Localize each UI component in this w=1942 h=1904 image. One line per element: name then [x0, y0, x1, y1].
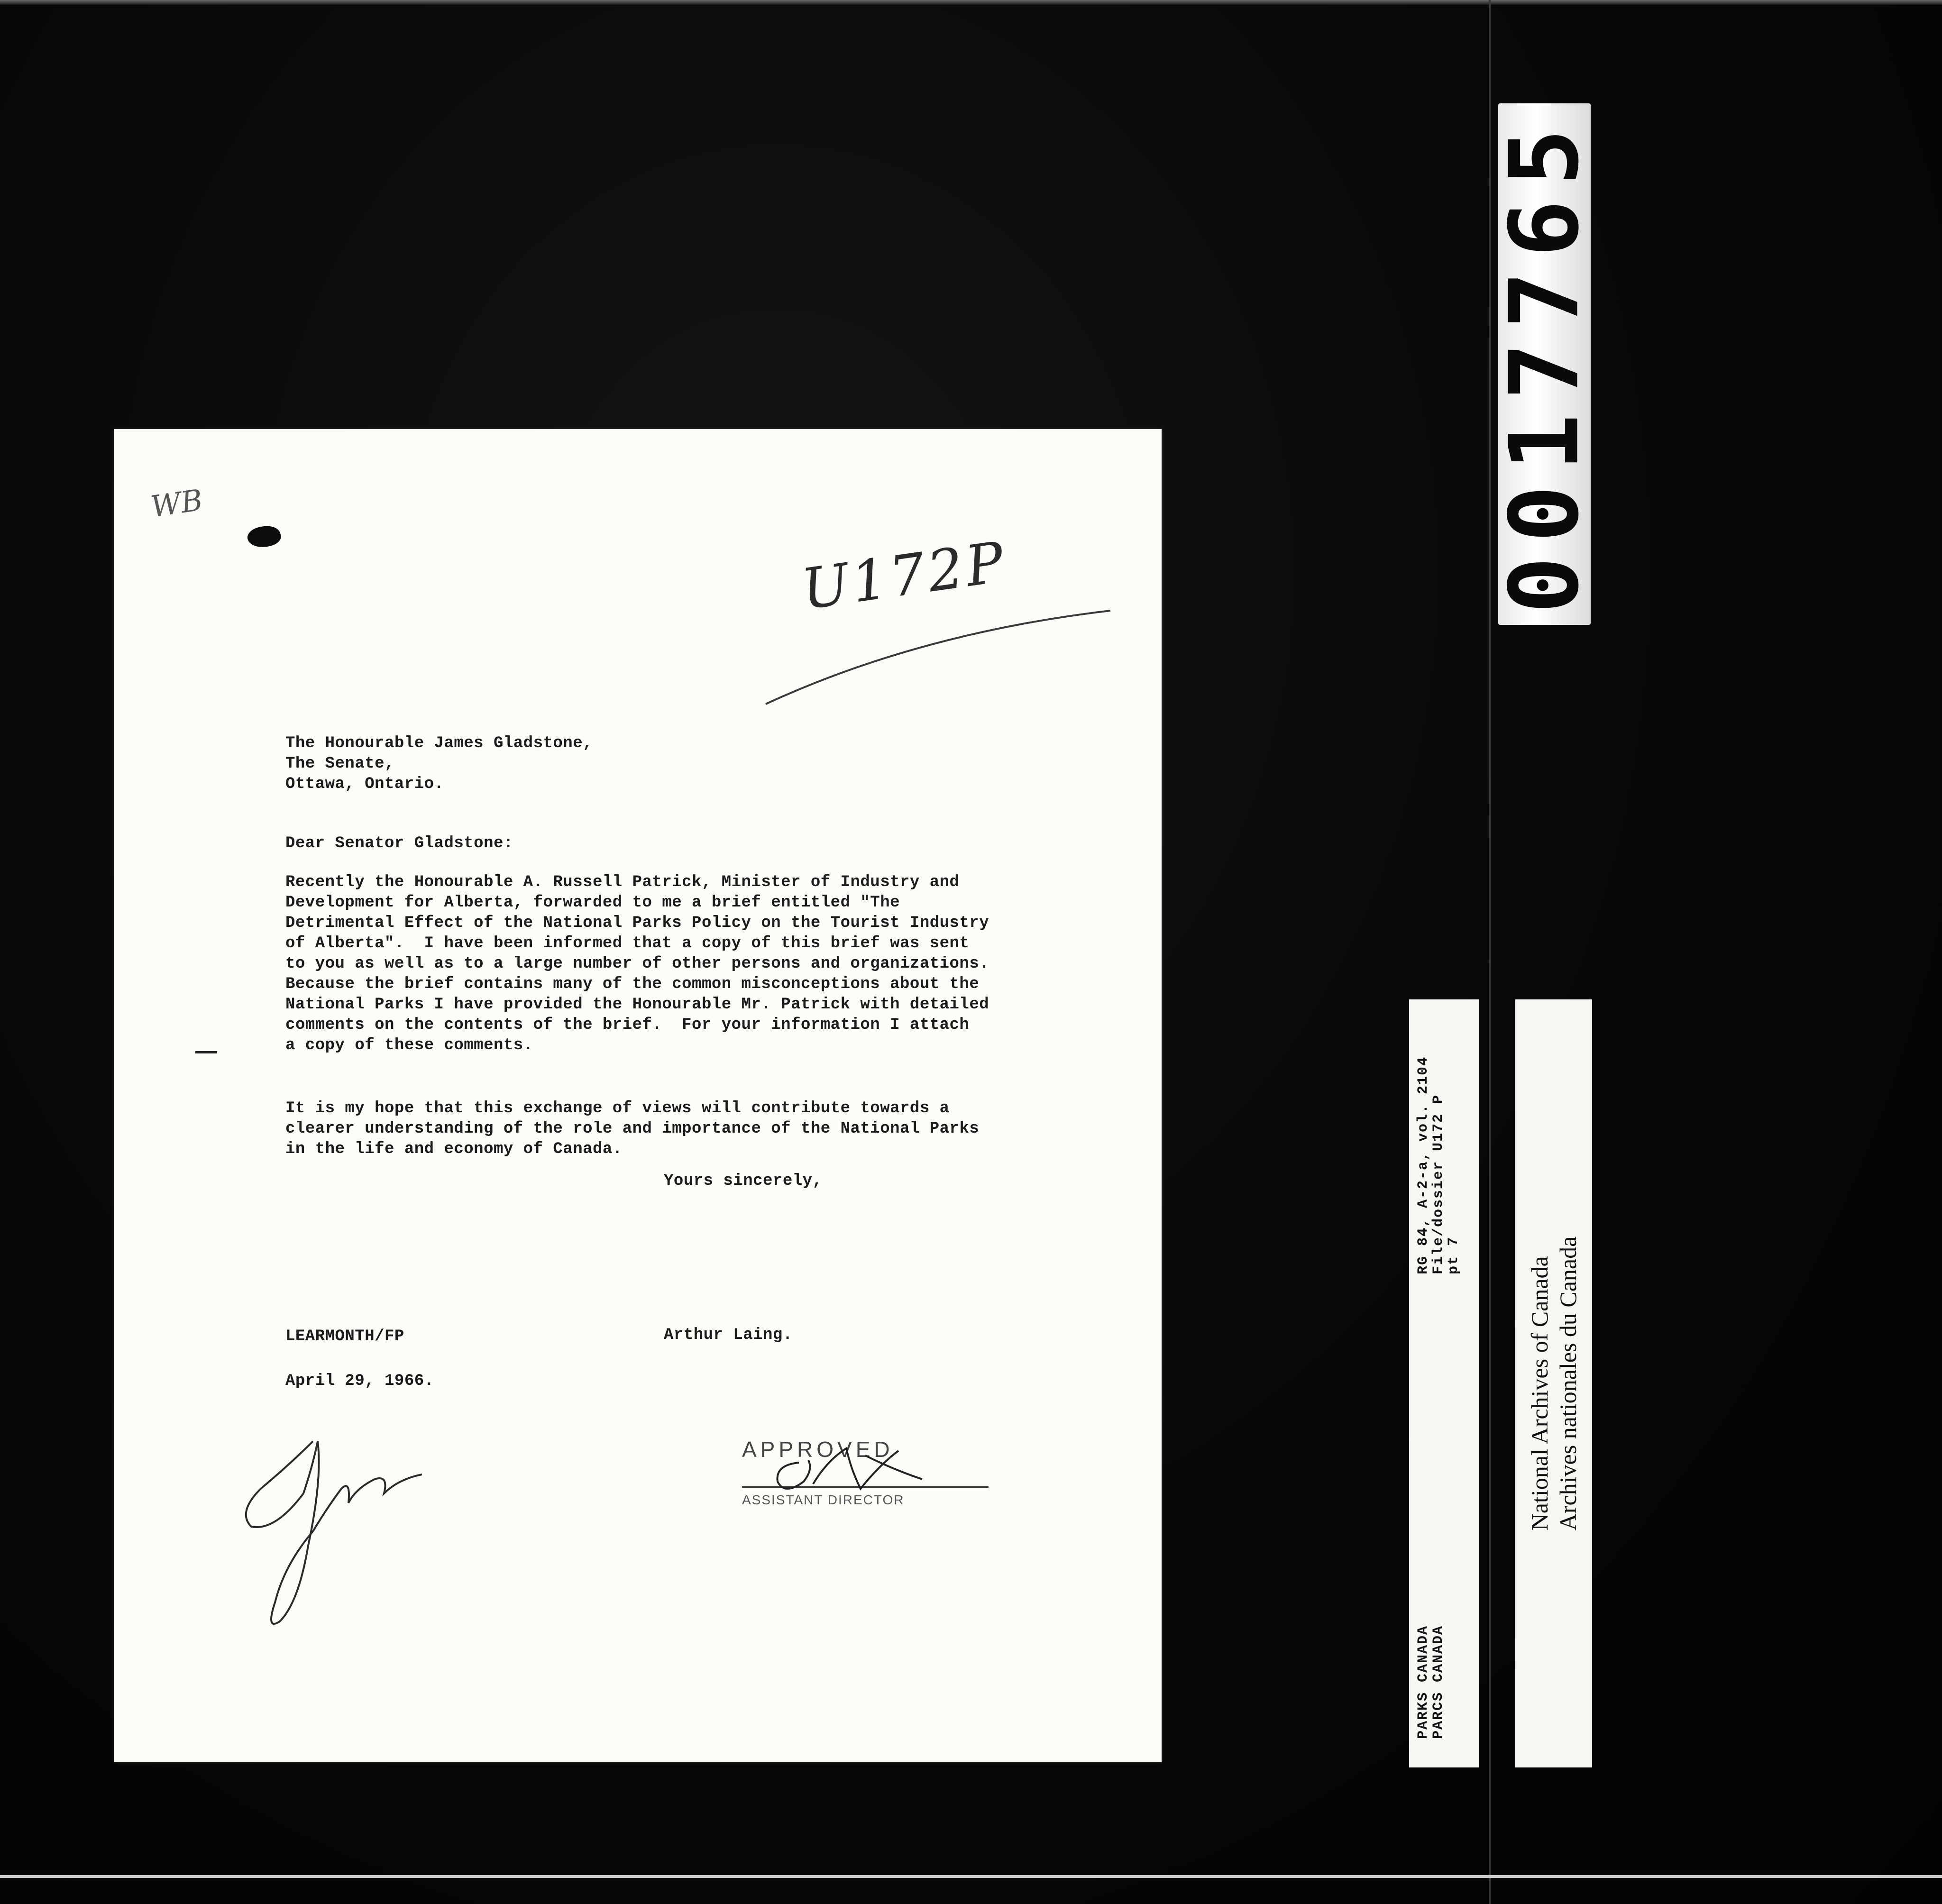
record-group-line: RG 84, A-2-a, vol. 2104 — [1415, 1056, 1431, 1274]
frame-number-label — [1489, 103, 1600, 625]
letter-date: April 29, 1966. — [285, 1372, 434, 1390]
record-reference-block — [1416, 1028, 1461, 1274]
approval-stamp — [742, 1437, 993, 1512]
pen-stroke-line — [114, 429, 1162, 1762]
recipient-line-1: The Honourable James Gladstone, — [285, 734, 593, 752]
closing: Yours sincerely, — [664, 1172, 823, 1190]
signatory-name: Arthur Laing. — [664, 1326, 793, 1344]
archive-name-block — [1525, 1236, 1582, 1531]
ink-blot-mark — [246, 523, 283, 550]
margin-dash-mark — [195, 1051, 217, 1053]
part-line: pt 7 — [1446, 1236, 1462, 1274]
paragraph-3: It is my hope that this exchange of views will contribute towards a clearer understanding of the role and importance of the National Parks in the life and economy of Canada. — [285, 1099, 980, 1158]
approval-stamp-line — [742, 1486, 989, 1488]
handwritten-signature — [232, 1422, 469, 1640]
reference-initials: LEARMONTH/FP — [285, 1327, 404, 1346]
paragraph-2: Because the brief contains many of the common misconceptions about the National Parks I have provided the Honourable Mr. Patrick with detailed comments on the contents of the brief. For your information I attach a copy of these comments. — [285, 975, 989, 1054]
archive-name-fr: Archives nationales du Canada — [1555, 1236, 1581, 1531]
file-dossier-line: File/dossier U172 P — [1430, 1094, 1447, 1274]
salutation: Dear Senator Gladstone: — [285, 834, 513, 852]
agency-name-block — [1416, 1559, 1446, 1739]
recipient-line-3: Ottawa, Ontario. — [285, 775, 444, 793]
archive-name-strip — [1515, 999, 1592, 1767]
archive-reference-block — [1416, 1028, 1473, 1739]
film-bottom-edge — [0, 1875, 1942, 1878]
approval-stamp-title: APPROVED — [742, 1437, 894, 1462]
letter-page — [114, 429, 1162, 1762]
archive-reference-strip — [1409, 999, 1479, 1767]
approval-stamp-role: ASSISTANT DIRECTOR — [742, 1492, 905, 1507]
agency-name-en: PARKS CANADA — [1415, 1625, 1431, 1739]
margin-initials: WB — [148, 482, 205, 524]
agency-name-fr: PARCS CANADA — [1430, 1625, 1447, 1739]
recipient-line-2: The Senate, — [285, 755, 394, 773]
paragraph-1: Recently the Honourable A. Russell Patrick, Minister of Industry and Development for Alberta, forwarded to me a brief entitled "The Detrimental Effect of the National Parks Policy on the Tourist Industry of Alberta". I have been informed that a copy of this brief was sent to you as well as to a large number of other persons and organizations. — [285, 873, 989, 973]
frame-number: 0017765 — [1489, 114, 1600, 614]
handwritten-file-number: U172P — [797, 529, 1011, 622]
film-top-edge — [0, 0, 1942, 5]
archive-name-en: National Archives of Canada — [1526, 1256, 1553, 1531]
